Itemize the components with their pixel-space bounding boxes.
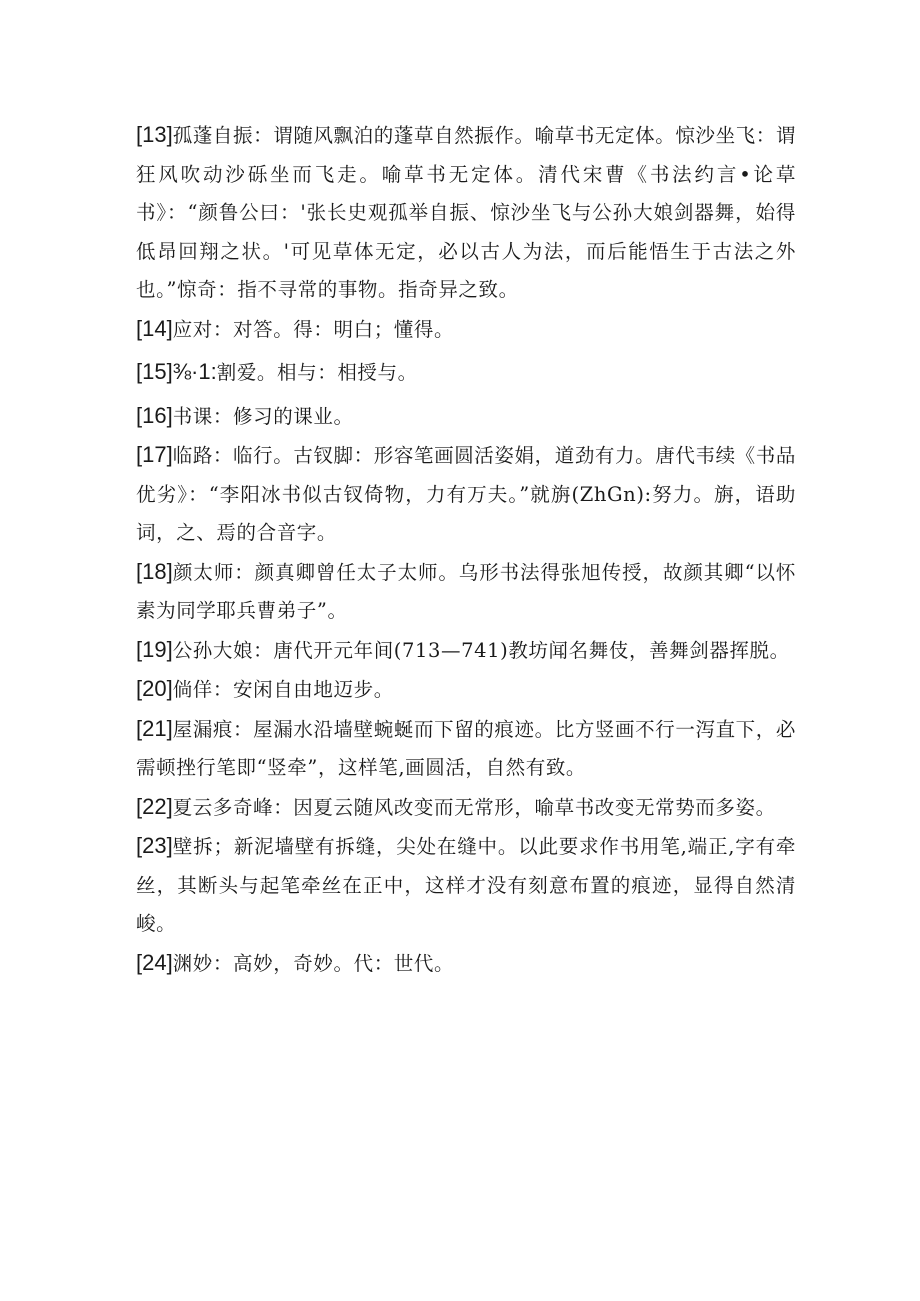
note-text: 颜太师：颜真卿曾任太子太师。乌形书法得张旭传授，故颜其卿“以怀素为同学耶兵曹弟子”。 <box>136 560 796 622</box>
note-text: 书课：修习的课业。 <box>172 404 354 428</box>
note-text: 夏云多奇峰：因夏云随风改变而无常形，喻草书改变无常势而多姿。 <box>172 795 776 819</box>
note-19 <box>136 631 796 671</box>
note-14 <box>136 310 796 350</box>
note-text: 临路：临行。古钗脚：形容笔画圆活姿娟，道劲有力。唐代韦续《书品优劣》：“李阳冰书似古钗倚物，力有万夫。”就旃(ZhGn):努力。旃，语助词，之、焉的合音字。 <box>136 444 796 544</box>
note-text: 公孙大娘：唐代开元年间(713—741)教坊闻名舞伎，善舞剑器挥脱。 <box>172 638 790 662</box>
note-number: [22] <box>136 793 173 819</box>
note-number: [14] <box>136 315 173 341</box>
note-24 <box>136 944 796 984</box>
note-text: 倘佯：安闲自由地迈步。 <box>172 678 394 701</box>
note-text: 割爱。相与：相授与。 <box>216 361 418 384</box>
note-number: [18] <box>136 558 173 584</box>
note-number: [13] <box>136 122 173 147</box>
note-text: 孤蓬自振：谓随风飘泊的蓬草自然振作。喻草书无定体。惊沙坐飞：谓狂风吹动沙砾坐而飞走。喻草书无定体。清代宋曹《书法约言•论草书》：“颜鲁公曰：'张长史观孤举自振、惊沙坐飞与公孙大娘剑器舞，始得低昂回翔之状。'可见草体无定，必以古人为法，而后能悟生于古法之外也。”惊奇：指不寻常的事物。指奇异之致。 <box>136 124 796 301</box>
note-18 <box>136 553 796 631</box>
note-20 <box>136 670 796 710</box>
note-text: 应对：对答。得：明白；懂得。 <box>172 317 455 341</box>
note-text: 渊妙：高妙，奇妙。代：世代。 <box>172 951 455 975</box>
note-15 <box>136 353 796 393</box>
note-number: [20] <box>136 676 173 701</box>
note-text: 壁拆；新泥墙壁有拆缝，尖处在缝中。以此要求作书用笔,端正,字有牵丝，其断头与起笔牵丝在正中，这样才没有刻意布置的痕迹，显得自然清峻。 <box>136 835 796 935</box>
note-number: [16] <box>136 402 173 428</box>
annotation-list <box>136 116 796 983</box>
note-17 <box>136 436 796 553</box>
note-number: [24] <box>136 949 173 975</box>
note-16 <box>136 397 796 437</box>
note-number: [21] <box>136 715 173 741</box>
note-23 <box>136 827 796 944</box>
note-text: 屋漏痕：屋漏水沿墙壁蜿蜒而下留的痕迹。比方竖画不行一泻直下，必需顿挫行笔即“竖牵”，这样笔,画圆活，自然有致。 <box>136 717 796 779</box>
note-22 <box>136 788 796 828</box>
note-number: [15]⅜·1: <box>136 359 217 384</box>
note-number: [19] <box>136 636 173 662</box>
note-13 <box>136 116 796 310</box>
note-number: [17] <box>136 442 173 467</box>
note-21 <box>136 710 796 788</box>
note-number: [23] <box>136 833 173 858</box>
